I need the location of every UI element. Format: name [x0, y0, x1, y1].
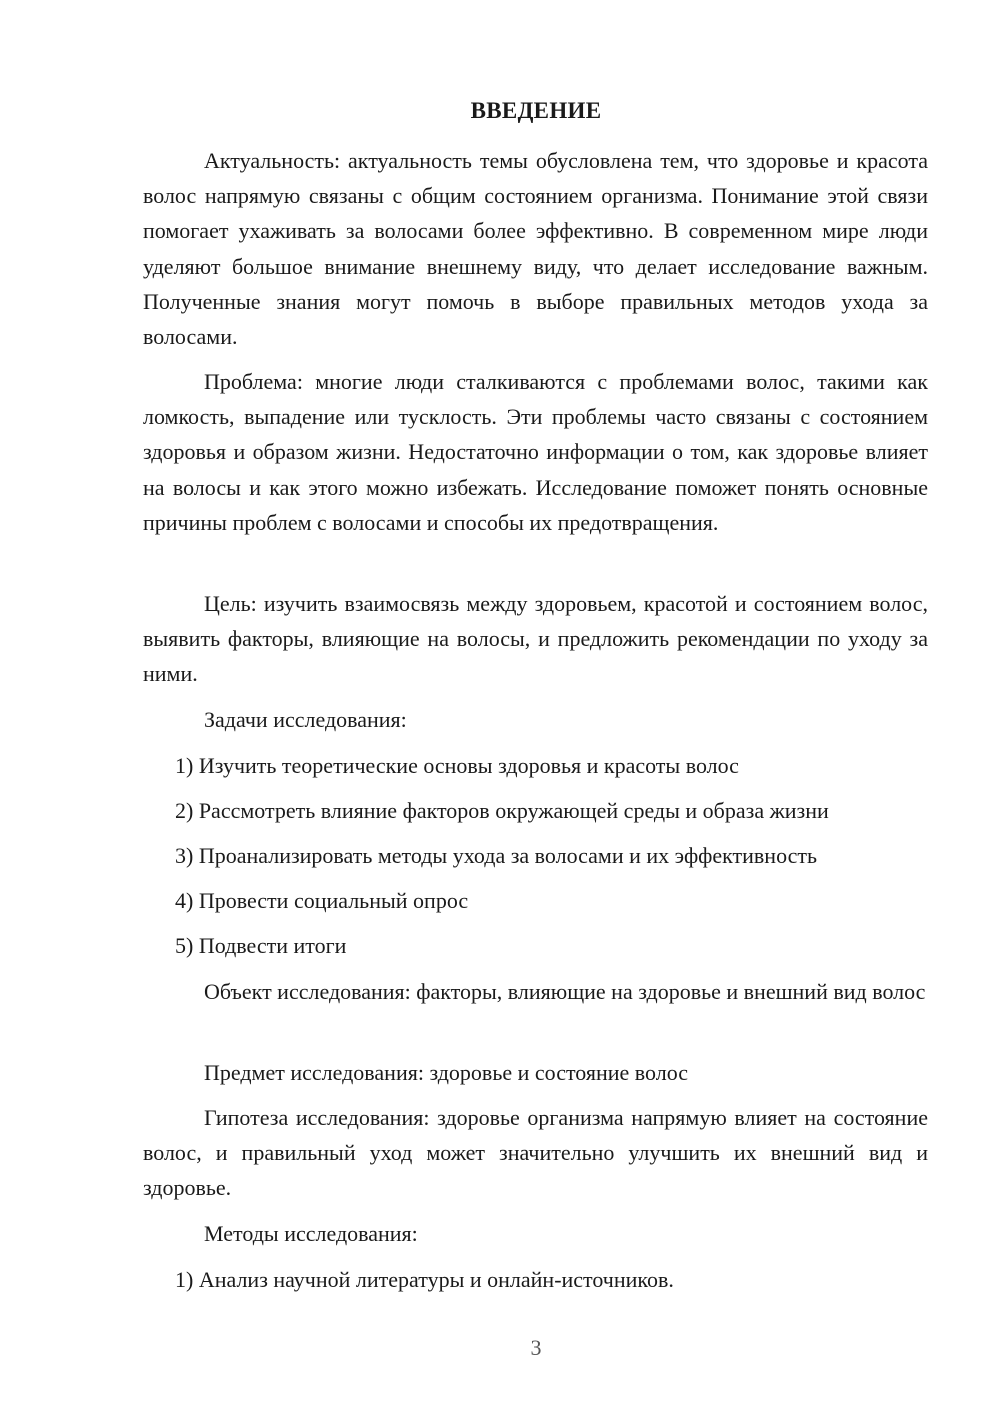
relevance-paragraph: Актуальность: актуальность темы обусловлена тем, что здоровье и красота волос напрямую связаны с общим состоянием организма. Понимание этой связи помогает ухаживать за волосами более эффективно. В современном мире люди уделяют большое внимание внешнему виду, что делает исследование важным. Полученные знания могут помочь в выборе правильных методов ухода за волосами.: [143, 148, 928, 350]
task-item: 5) Подвести итоги: [175, 933, 347, 958]
goal-paragraph: Цель: изучить взаимосвязь между здоровьем, красотой и состоянием волос, выявить факторы, влияющие на волосы, и предложить рекомендации по уходу за ними.: [143, 591, 928, 687]
subject-paragraph: Предмет исследования: здоровье и состояние волос: [204, 1060, 689, 1085]
task-item: 3) Проанализировать методы ухода за волосами и их эффективность: [175, 843, 818, 868]
tasks-heading: Задачи исследования:: [204, 707, 407, 732]
task-item: 1) Изучить теоретические основы здоровья и красоты волос: [175, 753, 739, 778]
object-paragraph: Объект исследования: факторы, влияющие на здоровье и внешний вид волос: [204, 979, 926, 1004]
problem-paragraph: Проблема: многие люди сталкиваются с проблемами волос, такими как ломкость, выпадение или тусклость. Эти проблемы часто связаны с состоянием здоровья и образом жизни. Недостаточно информации о том, как здоровье влияет на волосы и как этого можно избежать. Исследование поможет понять основные причины проблем с волосами и способы их предотвращения.: [143, 369, 928, 535]
page-title: ВВЕДЕНИЕ: [470, 98, 602, 123]
task-item: 2) Рассмотреть влияние факторов окружающей среды и образа жизни: [175, 798, 829, 823]
task-item: 4) Провести социальный опрос: [175, 888, 469, 913]
hypothesis-paragraph: Гипотеза исследования: здоровье организма напрямую влияет на состояние волос, и правильный уход может значительно улучшить их внешний вид и здоровье.: [143, 1105, 928, 1201]
method-item: 1) Анализ научной литературы и онлайн-источников.: [175, 1267, 674, 1292]
methods-heading: Методы исследования:: [204, 1221, 418, 1246]
page-number: 3: [530, 1335, 542, 1360]
